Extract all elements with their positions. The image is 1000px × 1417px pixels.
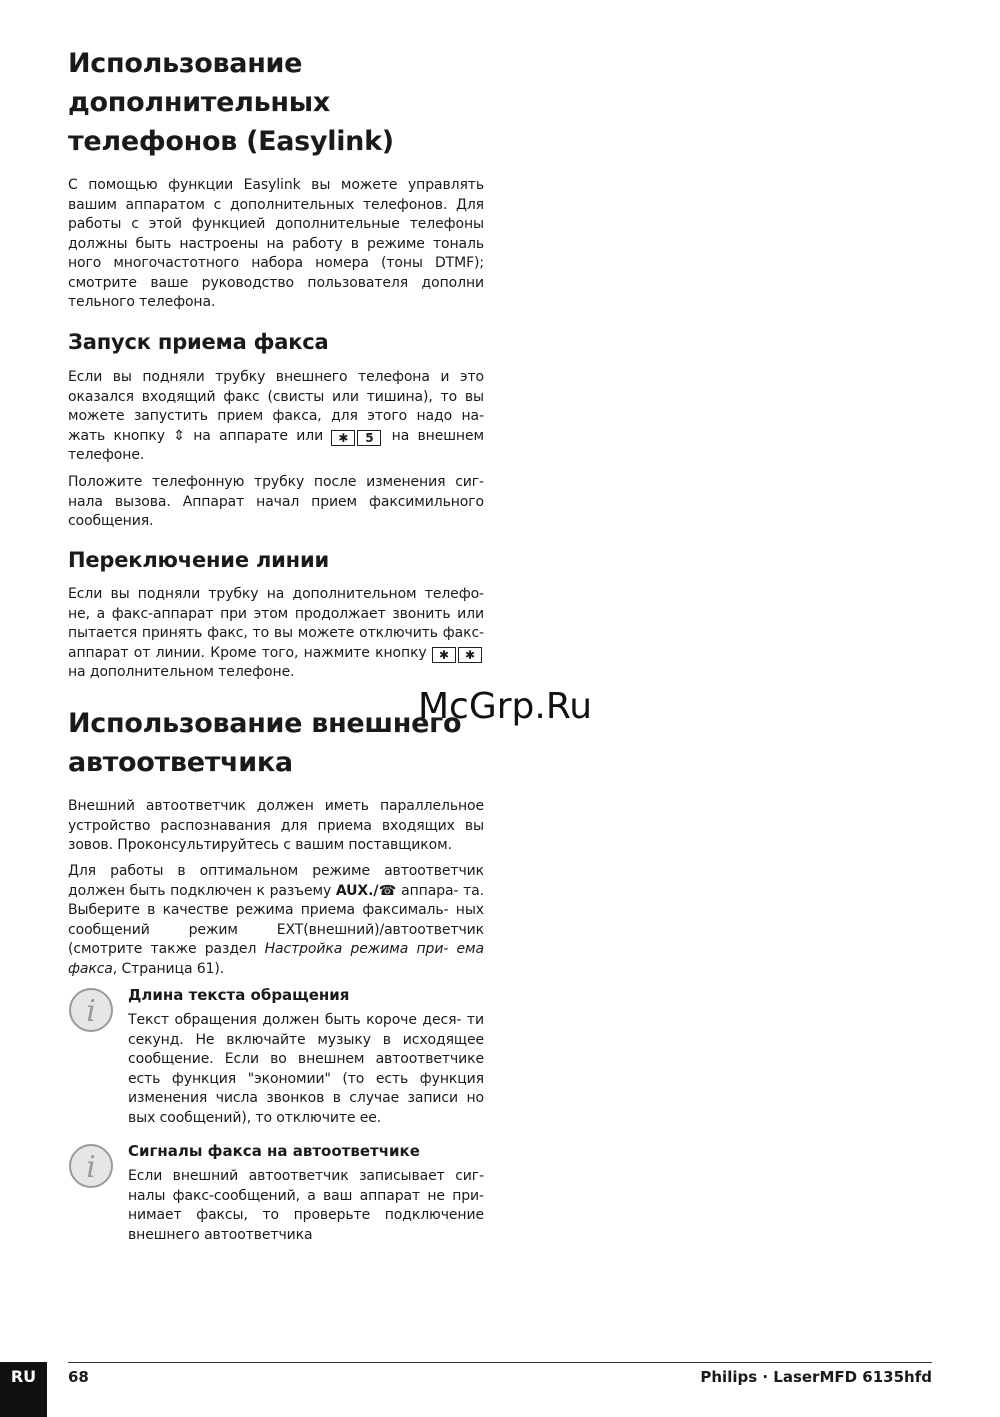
line-switch-text-after: на дополнительном телефоне. (68, 664, 295, 680)
note-text: Если внешний автоответчик записывает сиг- налы факс-сообщений, а ваш аппарат не при- нимает факсы, то проверьте подключение внешнего автоответчика (128, 1168, 484, 1243)
fax-start-paragraph-1 (68, 368, 484, 466)
svg-text:i: i (86, 994, 96, 1029)
am-text-c: , Страница 61). (112, 960, 225, 977)
am-text-a: Для работы в оптимальном режиме автоответчик должен быть подключен к разъему (68, 863, 484, 899)
easylink-intro: С помощью функции Easylink вы можете управлять вашим аппаратом с дополнительных телефонов. Для работы с этой функцией дополнительные телефоны должны быть настроены на работу в режиме тональ ного многочастотного набора номера (тоны DTMF); смотрите ваше руководство пользователя дополни тельного телефона. (68, 177, 484, 310)
note-title: Сигналы факса на автоответчике (128, 1142, 420, 1160)
start-icon: ⇕ (173, 427, 185, 444)
star-key-icon: ✱ (458, 647, 482, 663)
line-switch-heading: Переключение линии (68, 548, 330, 572)
line-switch-paragraph (68, 585, 484, 683)
section-easylink (68, 44, 484, 161)
star-key-icon: ✱ (331, 430, 355, 446)
aux-label: AUX./ (335, 882, 379, 899)
title-line-3: телефонов (Easylink) (68, 126, 394, 157)
fax-start-heading: Запуск приема факса (68, 330, 329, 354)
language-tab: RU (0, 1362, 47, 1417)
five-key-icon: 5 (357, 430, 381, 446)
title-line-1: Использование внешнего (68, 708, 462, 739)
note-text: Текст обращения должен быть короче деся- ти секунд. Не включайте музыку в исходящее сообщение. Если во внешнем автоответчике есть функция "экономии" (то есть функция изменения числа звонков в случае записи но вых сообщений), то отключите ее. (128, 1012, 484, 1126)
fax-start-text-c: на внешнем телефоне. (68, 427, 484, 463)
svg-text:i: i (86, 1150, 96, 1185)
note-title: Длина текста обращения (128, 986, 350, 1004)
am-text-b: аппара- та. Выберите в качестве режима приема факсималь- ных сообщений режим EXT(внешний)/автоответчик (смотрите также раздел (68, 882, 484, 957)
info-icon (68, 1143, 114, 1189)
page-number: 68 (68, 1368, 89, 1386)
am-reference-link: Настройка режима при- ема факса (68, 941, 484, 977)
product-name: Philips · LaserMFD 6135hfd (700, 1368, 932, 1386)
fax-start-text-a: Если вы подняли трубку внешнего телефона и это оказался входящий факс (свисты или тишина), то вы можете запустить прием факса, для этого надо на- жать кнопку (68, 369, 484, 444)
answering-machine-paragraph-2 (68, 862, 484, 979)
info-icon (68, 987, 114, 1033)
fax-start-paragraph-2: Положите телефонную трубку после изменения сиг- нала вызова. Аппарат начал прием факсимильного сообщения. (68, 474, 484, 529)
footer-divider (68, 1362, 932, 1363)
title-line-2: дополнительных (68, 87, 331, 118)
page-title (68, 44, 484, 161)
title-line-1: Использование (68, 48, 303, 79)
phone-icon: ☎ (378, 882, 397, 899)
fax-start-text-b: на аппарате или (193, 427, 324, 444)
watermark: McGrp.Ru (418, 686, 593, 727)
title-line-2: автоответчика (68, 747, 293, 778)
star-key-icon: ✱ (432, 647, 456, 663)
answering-machine-paragraph-1: Внешний автоответчик должен иметь параллельное устройство распознавания для приема входящих вы зовов. Проконсультируйтесь с вашим поставщиком. (68, 798, 484, 853)
line-switch-text: Если вы подняли трубку на дополнительном телефо- не, а факс-аппарат при этом продолжает звонить или пытается принять факс, то вы можете отключить факс-аппарат от линии. Кроме того, нажмите кнопку (68, 586, 484, 661)
